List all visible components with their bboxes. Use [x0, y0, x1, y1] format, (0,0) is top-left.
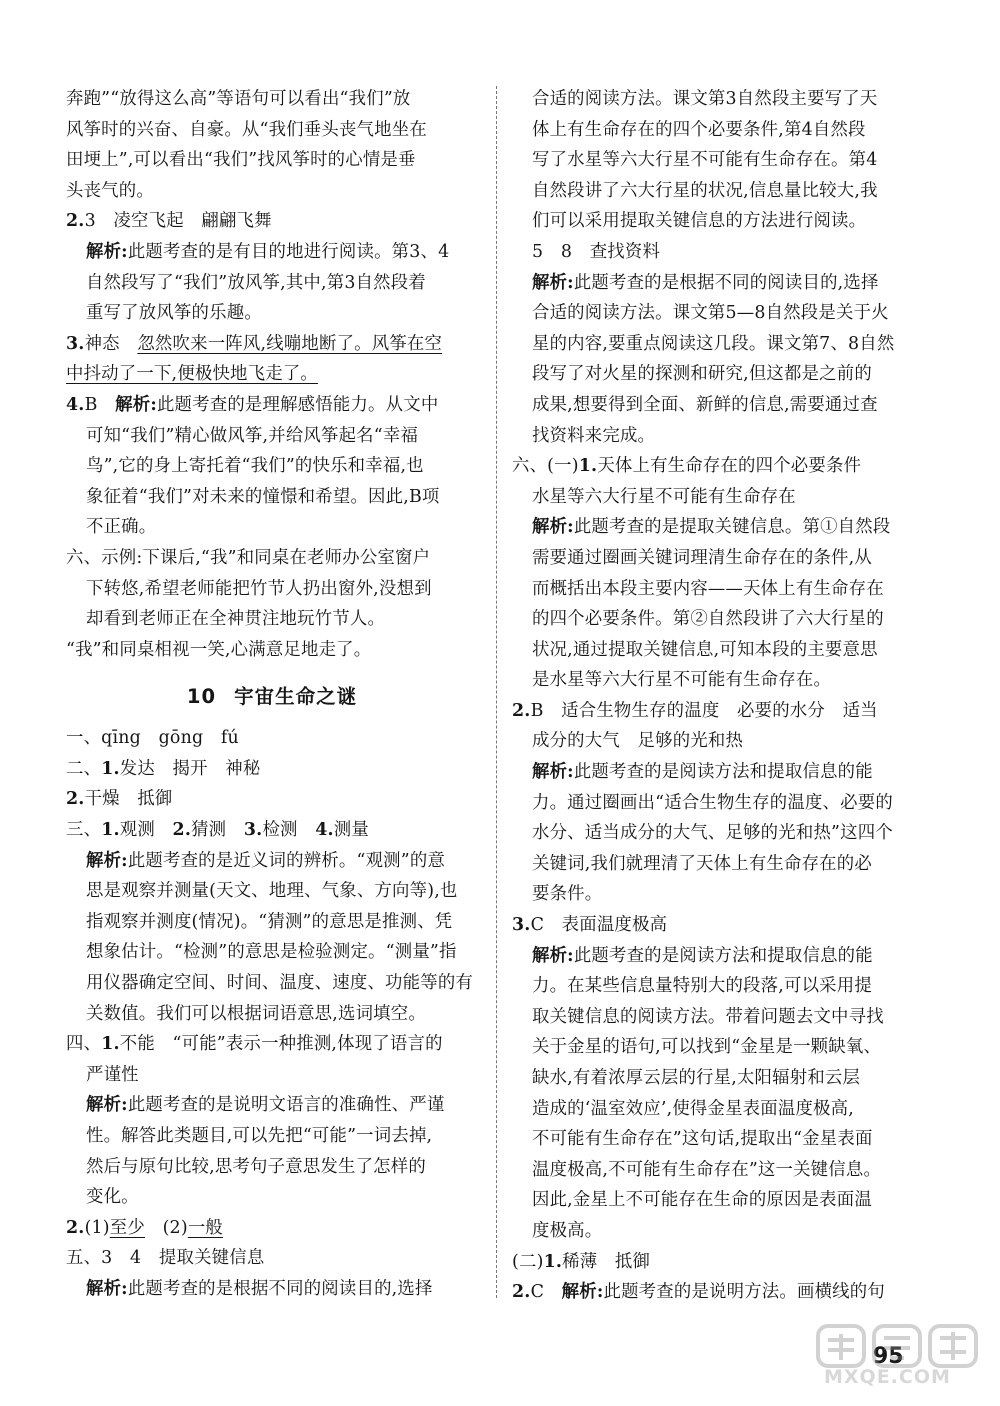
section-label: 六、(一) [512, 456, 579, 477]
underlined-sentence: 中抖动了一下,便极快地飞走了。 [66, 364, 318, 385]
answer-text: C 表面温度极高 [530, 915, 668, 936]
lesson-number: 10 [186, 685, 217, 709]
text-line: 缺水,有着浓厚云层的行星,太阳辐射和云层 [532, 1068, 861, 1088]
section-5-answer: 五、3 4 提取关键信息 [66, 1248, 265, 1269]
section-2-answer [66, 754, 478, 785]
analysis-text: 此题考查的是阅读方法和提取信息的能 [573, 762, 873, 783]
text-line: 可知“我们”精心做风筝,并给风筝起名“幸福 [86, 425, 419, 446]
answer-text: 3 凌空飞起 翩翩飞舞 [84, 211, 272, 232]
question-number: 4. [66, 394, 85, 415]
sub-number: (1) [84, 1217, 110, 1238]
analysis-text: 此题考查的是有目的地进行阅读。第3、4 [127, 241, 450, 262]
text-line: 关于金星的语句,可以找到“金星是一颗缺氧、 [532, 1037, 882, 1058]
analysis-line [512, 941, 924, 972]
answer-3 [66, 329, 478, 360]
answer-text: 不能 “可能”表示一种推测,体现了语言的 [119, 1034, 443, 1055]
answer-text: 干燥 抵御 [84, 789, 173, 810]
text-line: 因此,金星上不可能存在生命的原因是表面温 [532, 1190, 872, 1211]
analysis-label: 解析: [86, 1278, 128, 1299]
text-line: 而概括出本段主要内容——天体上有生命存在 [532, 578, 884, 599]
answer-text: 检测 [262, 820, 316, 841]
question-number: 3. [66, 333, 85, 354]
text-line: 段写了对火星的探测和研究,但这都是之前的 [532, 364, 872, 385]
analysis-text: 此题考查的是近义词的辨析。“观测”的意 [127, 850, 446, 871]
section-2b-answer [66, 784, 478, 815]
question-number: 3. [243, 820, 263, 841]
answer-choice: B [84, 394, 116, 415]
analysis-text: 此题考查的是根据不同的阅读目的,选择 [127, 1278, 433, 1299]
analysis-line [512, 512, 924, 543]
analysis-label: 解析: [86, 1095, 128, 1116]
analysis-text: 此题考查的是根据不同的阅读目的,选择 [573, 272, 879, 293]
text-line: 重写了放风筝的乐趣。 [86, 303, 262, 324]
text-line: 水分、适当成分的大气、足够的光和热”这四个 [532, 823, 893, 844]
analysis-label: 解析: [532, 517, 574, 538]
underlined-word: 一般 [187, 1217, 223, 1238]
analysis-label: 解析: [532, 762, 574, 783]
answer-text: 观测 [119, 820, 173, 841]
text-line: 合适的阅读方法。课文第5—8自然段是关于火 [532, 303, 889, 324]
text-line: 象征着“我们”对未来的憧憬和希望。因此,B项 [86, 486, 440, 507]
analysis-text: 此题考查的是提取关键信息。第①自然段 [573, 517, 891, 538]
analysis-label: 解析: [532, 945, 574, 966]
question-number: 2. [512, 1282, 531, 1303]
text-line: 关键词,我们就理清了天体上有生命存在的必 [532, 853, 872, 874]
question-number: 1. [578, 456, 598, 477]
section-4b-answer [66, 1213, 478, 1244]
text-line: 奔跑”“放得这么高”等语句可以看出“我们”放 [66, 89, 411, 109]
text-line: 然后与原句比较,思考句子意思发生了怎样的 [86, 1156, 426, 1177]
text-line: 体上有生命存在的四个必要条件,第4自然段 [532, 119, 866, 140]
answer-4 [66, 390, 478, 421]
answer-3-cont [66, 359, 478, 390]
question-number: 2. [66, 1217, 85, 1238]
text-line: 想象估计。“检测”的意思是检验测定。“测量”指 [86, 942, 457, 963]
text-line: 成果,想要得到全面、新鲜的信息,需要通过查 [532, 394, 878, 415]
analysis-line [66, 237, 478, 268]
column-divider [496, 86, 497, 1298]
sub-number: (2) [144, 1217, 188, 1238]
analysis-line [66, 1274, 478, 1305]
analysis-line [66, 846, 478, 877]
answer-3-right [512, 910, 924, 941]
right-column [512, 84, 924, 1308]
answer-text: 成分的大气 足够的光和热 [532, 731, 744, 752]
text-line: 下转悠,希望老师能把竹节人扔出窗外,没想到 [86, 578, 432, 599]
answer-2 [66, 206, 478, 237]
underlined-sentence: 忽然吹来一阵风,线嘣地断了。风筝在空 [137, 333, 443, 354]
answer-text: 发达 揭开 神秘 [119, 758, 261, 779]
text-line: 鸟”,它的身上寄托着“我们”的快乐和幸福,也 [86, 456, 424, 477]
text-line: 们可以采用提取关键信息的方法进行阅读。 [532, 211, 867, 232]
text-line: 的四个必要条件。第②自然段讲了六大行星的 [532, 609, 884, 630]
answer-choice: C [530, 1282, 562, 1303]
answer-text: 水星等六大行星不可能有生命存在 [532, 486, 796, 507]
text-line: 造成的‘温室效应’,使得金星表面温度极高, [532, 1098, 854, 1119]
question-number: 1. [101, 1034, 120, 1055]
section-6-example: 六、示例:下课后,“我”和同桌在老师办公室窗户 [66, 547, 431, 568]
answer-2-last [512, 1277, 924, 1308]
answer-text: B 适合生物生存的温度 必要的水分 适当 [530, 700, 878, 721]
text-line: 度极高。 [532, 1220, 603, 1241]
text-line: 自然段讲了六大行星的状况,信息量比较大,我 [532, 180, 878, 201]
underlined-word: 至少 [109, 1217, 145, 1238]
question-number: 1. [101, 758, 120, 779]
text-line: 要条件。 [532, 884, 603, 905]
analysis-text: 此题考查的是阅读方法和提取信息的能 [573, 945, 873, 966]
text-line: 严谨性 [86, 1064, 139, 1085]
section-label: (二) [512, 1251, 544, 1272]
answer-word: 神态 [84, 333, 138, 354]
analysis-label: 解析: [532, 272, 574, 293]
analysis-label: 解析: [86, 850, 128, 871]
question-number: 2. [66, 789, 85, 810]
lesson-name: 宇宙生命之谜 [234, 685, 358, 709]
text-line: 性。解答此类题目,可以先把“可能”一词去掉, [86, 1126, 433, 1146]
analysis-label: 解析: [115, 394, 157, 415]
section-6b-answer [512, 1247, 924, 1278]
text-line: 状况,通过提取关键信息,可知本段的主要意思 [532, 639, 878, 660]
text-line: 指观察并测度(情况)。“猜测”的意思是推测、凭 [86, 911, 453, 932]
answer-2-right [512, 696, 924, 727]
watermark-url: MXQE.COM [824, 1366, 951, 1388]
text-line: 需要通过圈画关键词理清生命存在的条件,从 [532, 547, 872, 568]
text-line: 风筝时的兴奋、自豪。从“我们垂头丧气地坐在 [66, 119, 427, 140]
text-line: 田埂上”,可以看出“我们”找风筝时的心情是垂 [66, 150, 416, 171]
text-line: 力。在某些信息量特别大的段落,可以采用提 [532, 976, 872, 997]
text-line: 变化。 [86, 1187, 139, 1208]
analysis-text: 此题考查的是理解感悟能力。从文中 [156, 394, 439, 415]
question-number: 2. [512, 700, 531, 721]
section-4-answer [66, 1029, 478, 1060]
text-line: 不正确。 [86, 517, 157, 538]
text-line: “我”和同桌相视一笑,心满意足地走了。 [66, 639, 372, 660]
analysis-line [66, 1090, 478, 1121]
text-line: 取关键信息的阅读方法。带着问题去文中寻找 [532, 1006, 884, 1027]
text-line: 用仪器确定空间、时间、温度、速度、功能等的有 [86, 973, 473, 994]
text-line: 不可能有生命存在”这句话,提取出“金星表面 [532, 1129, 873, 1150]
question-number: 2. [172, 820, 192, 841]
question-number: 1. [543, 1251, 563, 1272]
answer-text: 天体上有生命存在的四个必要条件 [597, 456, 862, 477]
question-number: 3. [512, 915, 531, 936]
question-number: 4. [315, 820, 334, 841]
text-line: 思是观察并测量(天文、地理、气象、方向等),也 [86, 881, 458, 902]
analysis-line [512, 757, 924, 788]
text-line: 力。通过圈画出“适合生物生存的温度、必要的 [532, 792, 893, 813]
lesson-title [66, 665, 478, 723]
text-line: 却看到老师正在全神贯注地玩竹节人。 [86, 609, 386, 630]
answer-text: 稀薄 抵御 [562, 1251, 651, 1272]
section-6-answer [512, 451, 924, 482]
section-label: 二、 [66, 758, 102, 779]
text-line: 是水星等六大行星不可能有生命存在。 [532, 670, 832, 691]
page-number: 95 [873, 1344, 904, 1369]
analysis-label: 解析: [86, 241, 128, 262]
answer-text: 猜测 [191, 820, 244, 841]
section-label: 四、 [66, 1034, 102, 1055]
section-3-answer [66, 815, 478, 846]
analysis-line [512, 268, 924, 299]
text-line: 合适的阅读方法。课文第3自然段主要写了天 [532, 89, 878, 109]
text-line: 写了水星等六大行星不可能有生命存在。第4 [532, 150, 878, 171]
text-line: 自然段写了“我们”放风筝,其中,第3自然段着 [86, 272, 426, 293]
text-line: 头丧气的。 [66, 180, 154, 201]
text-line: 关数值。我们可以根据词语意思,选词填空。 [86, 1003, 426, 1024]
text-line: 找资料来完成。 [532, 425, 656, 446]
question-number: 2. [66, 211, 85, 232]
analysis-text: 此题考查的是说明文语言的准确性、严谨 [127, 1095, 445, 1116]
text-line: 星的内容,要重点阅读这几段。课文第7、8自然 [532, 333, 895, 354]
left-column [66, 84, 478, 1305]
analysis-text: 此题考查的是说明方法。画横线的句 [603, 1282, 885, 1303]
text-line: 温度极高,不可能有生命存在”这一关键信息。 [532, 1159, 882, 1180]
answer-text: 5 8 查找资料 [532, 241, 661, 262]
section-1-answer: 一、qīng gōng fú [66, 728, 239, 749]
question-number: 1. [101, 820, 120, 841]
section-label: 三、 [66, 820, 102, 841]
answer-text: 测量 [333, 820, 369, 841]
analysis-label: 解析: [561, 1282, 604, 1303]
